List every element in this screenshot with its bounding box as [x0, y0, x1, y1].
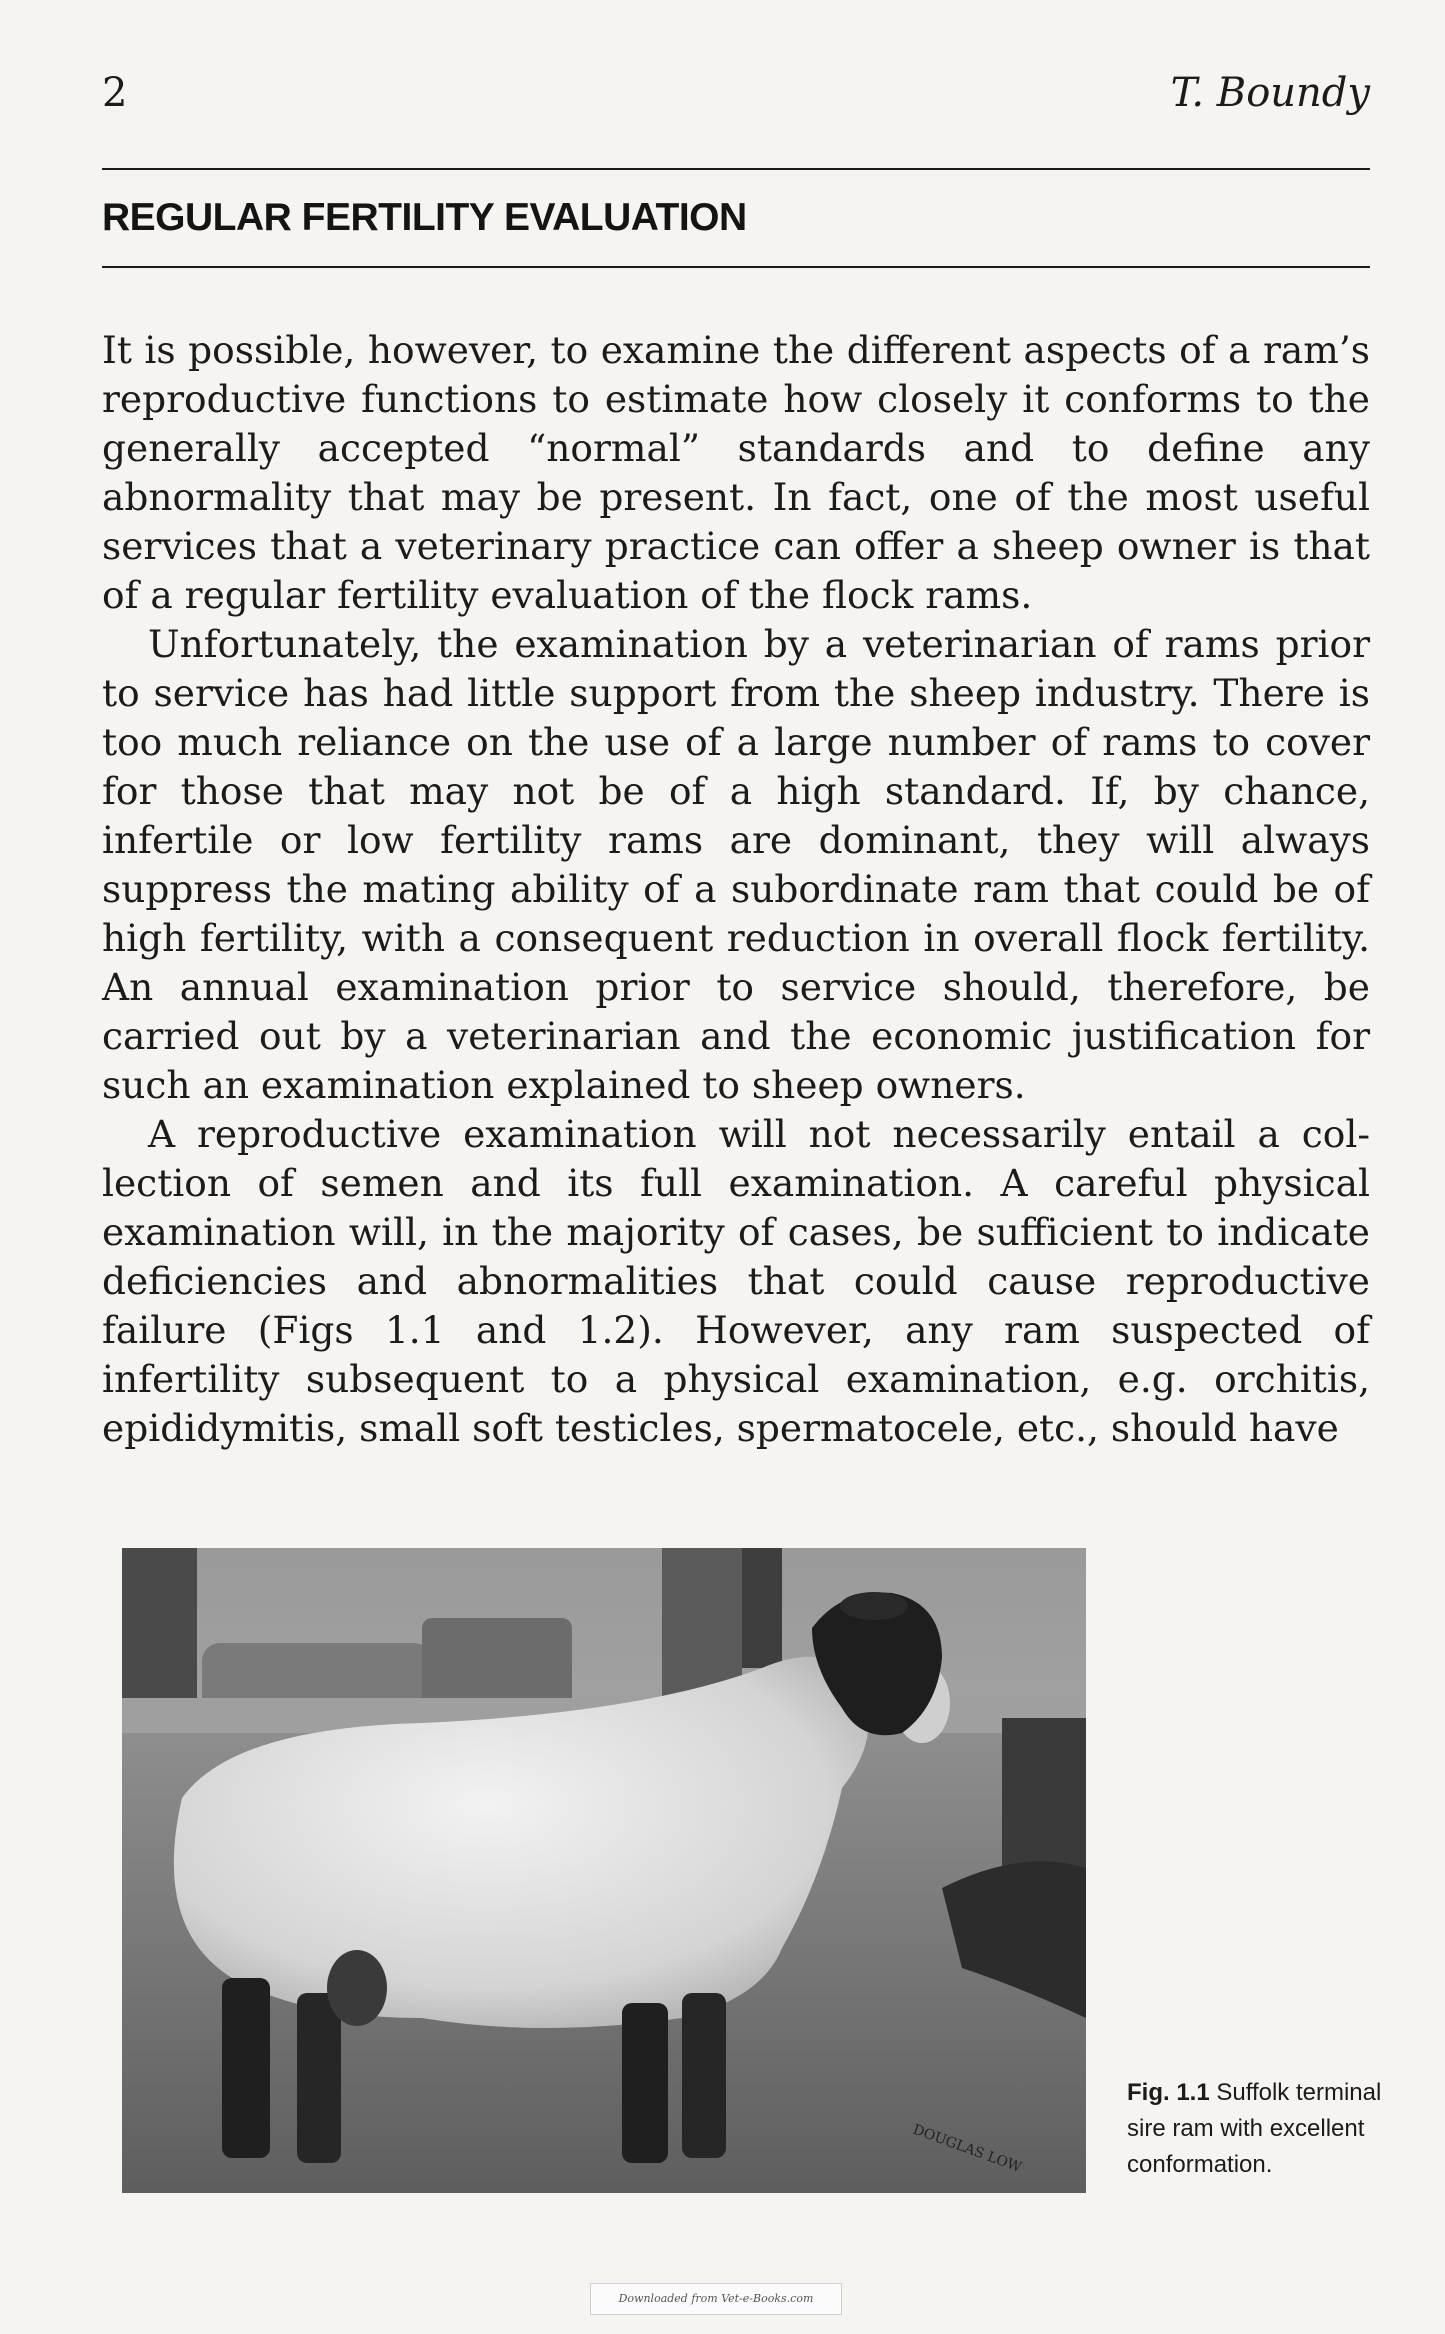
ram-photo-illustration	[122, 1548, 1086, 2193]
heading-rule-top	[102, 168, 1370, 170]
running-head-author: T. Boundy	[1170, 70, 1370, 116]
paragraph-1: It is possible, however, to examine the different aspects of a ram’s reproductive functions to estimate how closely it conforms to the generally accepted “normal” standards and to define any abnormality that may be present. In fact, one of the most useful services that a veterinary practice can offer a sheep owner is that of a regular fertility evaluation of the flock rams.	[102, 328, 1370, 617]
page-number: 2	[102, 70, 128, 116]
heading-rule-bottom	[102, 266, 1370, 268]
caption-text: Suffolk terminal sire ram with excellent conformation.	[1127, 2079, 1382, 2178]
paragraph-2: Unfortunately, the examination by a veterinarian of rams prior to service has had little support from the sheep industry. There is too much reliance on the use of a large number of rams to cover for those that may not be of a high standard. If, by chance, infertile or low fertility rams are dominant, they will always suppress the mating ability of a subordinate ram that could be of high fertility, with a consequent reduction in overall flock fertility. An annual examination prior to service should, therefore, be carried out by a veterinarian and the economic justification for such an examination explained to sheep owners.	[102, 622, 1370, 1107]
section-heading: REGULAR FERTILITY EVALUATION	[102, 196, 747, 239]
figure-caption	[1127, 2075, 1387, 2183]
photographer-signature: DOUGLAS LOW	[910, 2121, 1024, 2176]
download-watermark: Downloaded from Vet-e-Books.com	[590, 2283, 842, 2315]
body-text	[102, 326, 1370, 1453]
page-header	[102, 70, 1370, 130]
caption-label: Fig. 1.1	[1127, 2079, 1210, 2106]
paragraph-3: A reproductive examination will not necessarily entail a collection of semen and its full examination. A careful physical examination will, in the majority of cases, be sufficient to indicate deficiencies and abnormalities that could cause reproductive failure (Figs 1.1 and 1.2). However, any ram suspected of infertility subsequent to a physical examination, e.g. orchitis, epididymitis, small soft testicles, spermatocele, etc., should have	[102, 1112, 1370, 1450]
ram-photograph	[122, 1548, 1086, 2193]
